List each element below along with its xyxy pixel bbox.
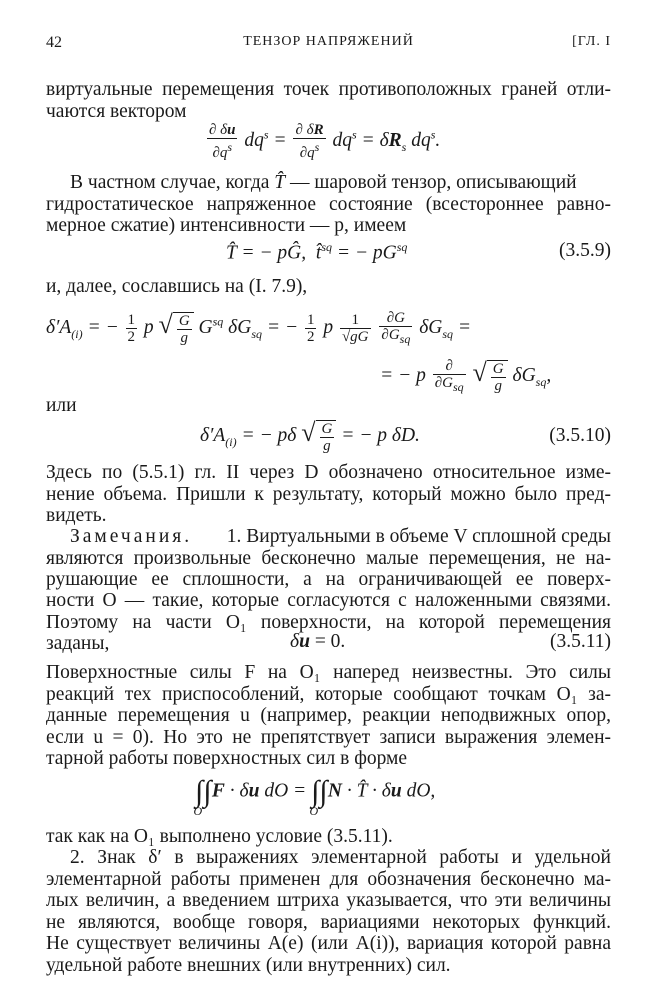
text-line: В частном случае, когда T̂ — шаровой тензор, описывающий: [70, 172, 577, 193]
equation-volume-change: $\delta'A_{(i)}$ = − pδ √ $\frac{G}{g}$ = − p δD.: [200, 418, 420, 454]
text-line: Поверхностные силы F на O₁ наперед неизвестны. Это силы: [46, 662, 611, 683]
equation-number: (3.5.10): [549, 425, 611, 446]
equation-number: (3.5.11): [549, 631, 611, 652]
text-line: 2. Знак δ′ в выражениях элементарной работы и удельной: [70, 847, 611, 868]
remarks-heading: Замечания.: [70, 526, 193, 547]
text-line: гидростатическое напряженное состояние (всестороннее равно-: [46, 194, 611, 215]
text-line: реакций тех приспособлений, которые сообщают точкам O₁ за-: [46, 684, 611, 705]
text-line: данные перемещения u (например, реакции неподвижных опор,: [46, 705, 611, 726]
text-line: Поэтому на части O₁ поверхности, на которой перемещения: [46, 612, 611, 633]
equation-zero-displacement: δu = 0.: [290, 631, 346, 652]
text-line: рушающие ее сплошности, а на ограничивающей ее поверх-: [46, 569, 611, 590]
text-line: нение объема. Пришли к результату, который можно было пред-: [46, 484, 611, 505]
text-line: являются произвольные бесконечно малые перемещения, не на-: [46, 548, 611, 569]
page-number: 42: [46, 34, 62, 51]
text-line: мерное сжатие) интенсивности — p, имеем: [46, 215, 407, 236]
equation-spherical-tensor: T̂ = − pĜ, t̂$^{sq}$ = − $pG^{sq}$: [226, 240, 408, 264]
text-line: или: [46, 395, 77, 416]
equation-number: (3.5.9): [559, 240, 611, 261]
text-line: элементарной работы применен для обозначения бесконечно ма-: [46, 869, 611, 890]
text-line: удельной работе внешних (или внутренних) сил.: [46, 955, 451, 976]
text-line: Не существует величины A(e) (или A(i)), вариация которой равна: [46, 933, 611, 954]
text-line: Замечания. 1. Виртуальными в объеме V сплошной среды: [70, 526, 611, 547]
text-line: чаются вектором: [46, 101, 187, 122]
equation-work-line-2: = − p $\frac{\partial}{\partial G_{sq}}$ √ $\frac{G}{g}$ $\delta G_{sq}$,: [380, 358, 552, 395]
equation-work-line-1: $\delta'A_{(i)}$ = − $\frac{1}{2}$ p √ $\frac{G}{g}$ $G^{sq}$ $\delta G_{sq}$ = − $\frac{1}{2}$ p $\frac{1}{√gG}$ $\frac{\partial G}{\partial G_{sq}}$ $\delta G_{sq}$ =: [46, 310, 472, 347]
text-line: не являются, вообще говоря, вариациями некоторых функций.: [46, 912, 611, 933]
text-line: ности O — такие, которые согласуются с наложенными связями.: [46, 590, 611, 611]
chapter-marker: [ГЛ. I: [572, 34, 611, 49]
page-header: [46, 34, 611, 56]
equation-surface-integral: $\int\int_O$ F · δu dO = $\int\int_O$ N · T̂ · δu dO,: [193, 775, 436, 819]
equation-virtual-displacement: $\frac{\partial \delta u}{\partial q^s}$ $dq^s$ = $\frac{\partial \delta R}{\partial q^s}$ $dq^s = \delta R_s$ $dq^s$.: [209, 122, 441, 161]
text-line: заданы,: [46, 633, 110, 654]
text-line: если u = 0). Но это не препятствует записи выражения элемен-: [46, 727, 611, 748]
text-line: так как на O₁ выполнено условие (3.5.11).: [46, 826, 393, 847]
text-line: видеть.: [46, 505, 107, 526]
text-line: Здесь по (5.5.1) гл. II через D обозначено относительное изме-: [46, 462, 611, 483]
text-line: и, далее, сославшись на (I. 7.9),: [46, 276, 308, 297]
text-line: лых величин, а введением штриха указывается, что эти величины: [46, 890, 611, 911]
text-line: тарной работы поверхностных сил в форме: [46, 748, 408, 769]
running-title: ТЕНЗОР НАПРЯЖЕНИЙ: [243, 34, 414, 49]
text-line: виртуальные перемещения точек противоположных граней отли-: [46, 79, 611, 100]
